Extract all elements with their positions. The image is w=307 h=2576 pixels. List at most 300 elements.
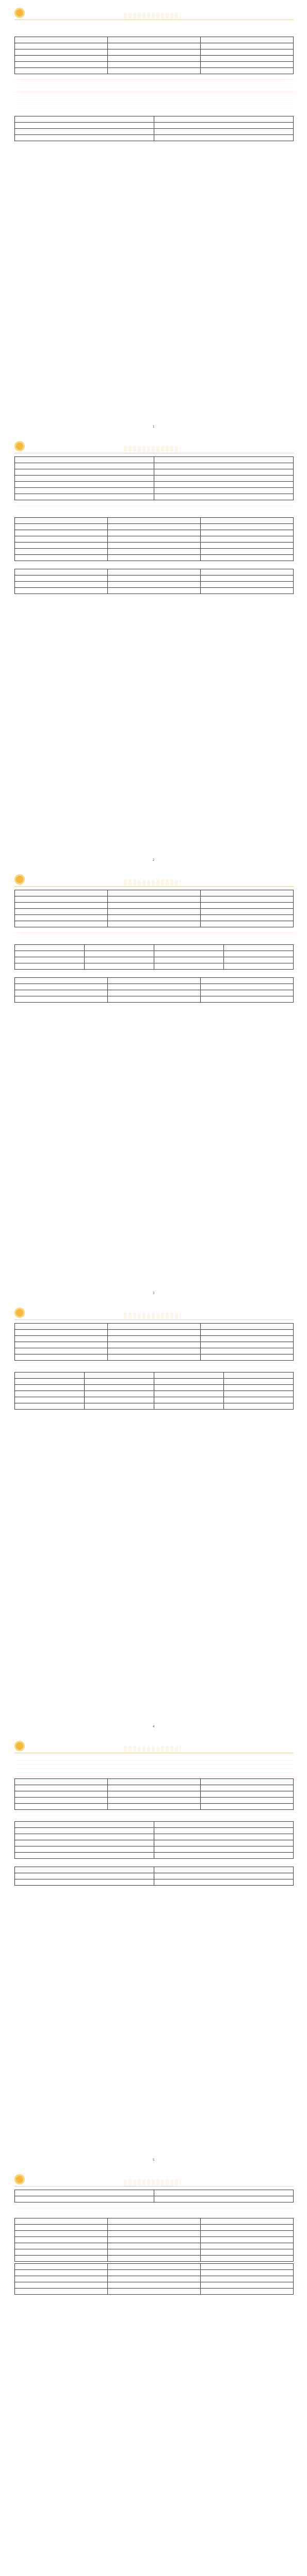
table-header-row: [15, 945, 294, 951]
table-cell: [201, 990, 294, 996]
table-cell: [85, 951, 154, 957]
table-row: [15, 1791, 294, 1798]
table-cell: [15, 2243, 108, 2249]
table-cell: [108, 1791, 201, 1798]
table-cell: [201, 524, 294, 530]
table-header-cell: [201, 518, 294, 524]
table-row: [15, 1853, 294, 1859]
text-line: [14, 1756, 294, 1760]
table-cell: [15, 957, 85, 963]
table-header-row: [15, 2264, 294, 2270]
table-header-cell: [108, 1324, 201, 1330]
table-cell: [154, 1879, 294, 1886]
table-row: [15, 2225, 294, 2231]
table-cell: [154, 123, 294, 129]
section-heading: [14, 938, 294, 943]
table-cell: [15, 2237, 108, 2243]
text-line: [14, 929, 294, 933]
table-cell: [224, 1397, 294, 1403]
table-cell: [15, 62, 108, 68]
table-cell: [15, 2196, 154, 2202]
table-cell: [108, 2256, 201, 2262]
table-cell: [108, 543, 201, 549]
text-line: [14, 92, 294, 96]
table-cell: [201, 62, 294, 68]
table-cell: [201, 984, 294, 990]
table-cell: [154, 1379, 224, 1385]
table-row: [15, 463, 294, 469]
table-cell: [15, 2289, 108, 2295]
table-cell: [15, 2231, 108, 2237]
table-row: [15, 68, 294, 74]
table-cell: [108, 1354, 201, 1361]
table-header-row: [15, 116, 294, 123]
table-cell: [15, 2225, 108, 2231]
table-cell: [201, 555, 294, 561]
table-cell: [201, 588, 294, 594]
table-header-cell: [154, 2190, 294, 2196]
table-cell: [201, 43, 294, 49]
table-cell: [201, 2225, 294, 2231]
table-cell: [15, 1798, 108, 1804]
table-cell: [15, 1330, 108, 1336]
table-header-cell: [15, 890, 108, 896]
table-cell: [108, 896, 201, 903]
data-table: [14, 1372, 294, 1410]
table-row: [15, 49, 294, 56]
table-cell: [15, 1403, 85, 1410]
page: [0, 867, 307, 1300]
data-table: [14, 517, 294, 561]
table-header-cell: [201, 1324, 294, 1330]
table-row: [15, 2270, 294, 2276]
table-cell: [15, 588, 108, 594]
table-cell: [108, 549, 201, 555]
table-cell: [154, 1846, 294, 1853]
page: [0, 0, 307, 433]
watermark-logo: [124, 1746, 181, 1752]
table-cell: [15, 56, 108, 62]
table-cell: [15, 1840, 154, 1846]
table-header-row: [15, 978, 294, 984]
table-row: [15, 1846, 294, 1853]
table-row: [15, 56, 294, 62]
table-row: [15, 1804, 294, 1810]
table-cell: [224, 1403, 294, 1410]
table-cell: [201, 536, 294, 543]
table-header-cell: [15, 1324, 108, 1330]
table-row: [15, 996, 294, 1003]
table-cell: [85, 1385, 154, 1391]
table-cell: [108, 2225, 201, 2231]
table-header-row: [15, 37, 294, 43]
data-table: [14, 2190, 294, 2202]
data-table: [14, 569, 294, 594]
table-cell: [108, 49, 201, 56]
table-row: [15, 1834, 294, 1840]
table-cell: [15, 951, 85, 957]
page-number: 4: [152, 1725, 155, 1728]
table-row: [15, 2196, 294, 2202]
table-cell: [108, 2276, 201, 2282]
table-cell: [201, 2270, 294, 2276]
text-line: [14, 933, 294, 937]
table-row: [15, 543, 294, 549]
table-header-cell: [15, 2190, 154, 2196]
table-header-cell: [15, 978, 108, 984]
text-line: [14, 502, 294, 506]
table-header-cell: [201, 2218, 294, 2225]
table-header-cell: [154, 457, 294, 463]
page: [0, 433, 307, 867]
table-row: [15, 2276, 294, 2282]
section-heading: [14, 563, 294, 567]
table-cell: [201, 2276, 294, 2282]
table-cell: [154, 1391, 224, 1397]
table-cell: [15, 1342, 108, 1348]
table-row: [15, 494, 294, 500]
table-cell: [201, 903, 294, 909]
table-row: [15, 588, 294, 594]
text-line: [14, 1811, 294, 1816]
text-line: [14, 96, 294, 100]
data-table: [14, 1323, 294, 1361]
data-table: [14, 977, 294, 1003]
watermark-logo: [124, 13, 181, 19]
text-line: [14, 76, 294, 80]
table-header-cell: [85, 945, 154, 951]
table-row: [15, 1798, 294, 1804]
table-cell: [15, 549, 108, 555]
table-cell: [108, 1342, 201, 1348]
table-header-cell: [108, 2218, 201, 2225]
data-table: [14, 2218, 294, 2262]
table-cell: [15, 1873, 154, 1879]
table-cell: [201, 68, 294, 74]
section-heading: [14, 1860, 294, 1865]
section-heading: [14, 30, 294, 35]
data-table: [14, 1867, 294, 1886]
table-cell: [108, 2270, 201, 2276]
text-line: [14, 2204, 294, 2208]
table-cell: [201, 2249, 294, 2256]
data-table: [14, 944, 294, 970]
table-cell: [15, 530, 108, 536]
table-cell: [15, 996, 108, 1003]
table-cell: [224, 1391, 294, 1397]
section-heading: [14, 971, 294, 976]
page-number: 1: [152, 425, 155, 429]
text-line: [14, 1816, 294, 1820]
table-row: [15, 1391, 294, 1397]
table-cell: [201, 543, 294, 549]
table-row: [15, 984, 294, 990]
table-row: [15, 1397, 294, 1403]
table-cell: [154, 463, 294, 469]
table-cell: [108, 1336, 201, 1342]
table-cell: [15, 582, 108, 588]
table-cell: [154, 1840, 294, 1846]
table-cell: [154, 488, 294, 494]
table-cell: [15, 990, 108, 996]
table-header-cell: [108, 37, 201, 43]
table-header-cell: [15, 1372, 85, 1379]
table-cell: [15, 1804, 108, 1810]
table-cell: [224, 951, 294, 957]
table-cell: [201, 1785, 294, 1791]
table-row: [15, 530, 294, 536]
table-cell: [108, 990, 201, 996]
table-cell: [15, 524, 108, 530]
table-header-cell: [15, 945, 85, 951]
table-header-cell: [201, 569, 294, 575]
table-cell: [108, 575, 201, 582]
table-row: [15, 1348, 294, 1354]
table-cell: [15, 2282, 108, 2289]
table-row: [15, 549, 294, 555]
table-header-row: [15, 569, 294, 575]
table-row: [15, 1403, 294, 1410]
table-cell: [15, 1853, 154, 1859]
logo-icon: [14, 874, 25, 885]
table-cell: [108, 582, 201, 588]
table-cell: [15, 2249, 108, 2256]
table-cell: [15, 915, 108, 921]
table-row: [15, 1336, 294, 1342]
table-cell: [85, 963, 154, 970]
table-cell: [15, 469, 154, 476]
table-header-cell: [15, 569, 108, 575]
table-cell: [15, 49, 108, 56]
table-header-cell: [108, 890, 201, 896]
table-header-cell: [15, 116, 154, 123]
text-line: [14, 506, 294, 510]
table-header-cell: [15, 1779, 108, 1785]
table-row: [15, 1785, 294, 1791]
table-header-cell: [85, 1372, 154, 1379]
table-cell: [108, 1798, 201, 1804]
table-cell: [15, 555, 108, 561]
table-cell: [15, 1348, 108, 1354]
table-header-row: [15, 1822, 294, 1828]
table-cell: [108, 2243, 201, 2249]
table-cell: [108, 62, 201, 68]
table-cell: [15, 1391, 85, 1397]
text-line: [14, 1773, 294, 1777]
page: [0, 1300, 307, 1733]
table-row: [15, 536, 294, 543]
table-cell: [15, 543, 108, 549]
table-cell: [224, 957, 294, 963]
table-row: [15, 2249, 294, 2256]
table-cell: [85, 1391, 154, 1397]
table-cell: [201, 1791, 294, 1798]
table-cell: [15, 482, 154, 488]
table-row: [15, 2243, 294, 2249]
table-cell: [154, 494, 294, 500]
text-line: [14, 1769, 294, 1773]
table-header-cell: [201, 1779, 294, 1785]
table-row: [15, 896, 294, 903]
table-cell: [108, 1804, 201, 1810]
logo-icon: [14, 1308, 25, 1318]
table-cell: [201, 2237, 294, 2243]
table-cell: [201, 921, 294, 927]
table-cell: [154, 476, 294, 482]
table-cell: [108, 536, 201, 543]
page: [0, 1733, 307, 2166]
table-header-cell: [15, 1867, 154, 1873]
table-header-cell: [154, 945, 224, 951]
table-cell: [15, 1785, 108, 1791]
table-header-row: [15, 1372, 294, 1379]
table-cell: [15, 1791, 108, 1798]
table-row: [15, 903, 294, 909]
table-row: [15, 1828, 294, 1834]
table-cell: [201, 549, 294, 555]
table-cell: [15, 463, 154, 469]
table-cell: [15, 2276, 108, 2282]
table-header-cell: [201, 37, 294, 43]
table-row: [15, 1873, 294, 1879]
text-line: [14, 2212, 294, 2216]
table-cell: [201, 56, 294, 62]
text-line: [14, 1765, 294, 1769]
table-row: [15, 2282, 294, 2289]
table-header-cell: [201, 2264, 294, 2270]
table-cell: [154, 482, 294, 488]
table-cell: [15, 1828, 154, 1834]
table-cell: [15, 1336, 108, 1342]
table-cell: [15, 1397, 85, 1403]
table-header-row: [15, 890, 294, 896]
table-header-cell: [108, 1779, 201, 1785]
table-header-row: [15, 1779, 294, 1785]
table-cell: [108, 524, 201, 530]
table-row: [15, 2237, 294, 2243]
table-row: [15, 915, 294, 921]
section-heading: [14, 511, 294, 516]
data-table: [14, 890, 294, 927]
table-cell: [201, 996, 294, 1003]
text-line: [14, 1366, 294, 1370]
table-cell: [108, 68, 201, 74]
table-row: [15, 2289, 294, 2295]
table-row: [15, 488, 294, 494]
table-cell: [15, 1385, 85, 1391]
table-cell: [108, 2231, 201, 2237]
table-header-cell: [154, 116, 294, 123]
table-cell: [15, 903, 108, 909]
table-header-row: [15, 2218, 294, 2225]
table-cell: [108, 903, 201, 909]
table-cell: [108, 2289, 201, 2295]
table-cell: [108, 996, 201, 1003]
table-cell: [108, 984, 201, 990]
table-header-cell: [154, 1822, 294, 1828]
text-line: [14, 105, 294, 109]
table-cell: [201, 1798, 294, 1804]
table-cell: [108, 56, 201, 62]
table-header-cell: [224, 945, 294, 951]
data-table: [14, 37, 294, 74]
table-cell: [201, 2243, 294, 2249]
table-header-cell: [154, 1867, 294, 1873]
table-cell: [15, 2270, 108, 2276]
watermark-logo: [124, 2179, 181, 2185]
table-cell: [108, 915, 201, 921]
table-header-row: [15, 457, 294, 463]
table-row: [15, 1385, 294, 1391]
table-cell: [201, 1354, 294, 1361]
table-row: [15, 476, 294, 482]
table-header-cell: [15, 37, 108, 43]
table-row: [15, 555, 294, 561]
document-title: [14, 23, 294, 29]
table-cell: [154, 1828, 294, 1834]
table-row: [15, 1330, 294, 1336]
table-cell: [154, 2196, 294, 2202]
table-cell: [85, 1397, 154, 1403]
table-cell: [201, 1342, 294, 1348]
table-cell: [154, 129, 294, 135]
table-header-row: [15, 1867, 294, 1873]
table-cell: [201, 530, 294, 536]
table-cell: [201, 1348, 294, 1354]
table-row: [15, 135, 294, 141]
section-heading: [14, 110, 294, 114]
table-row: [15, 990, 294, 996]
table-cell: [154, 1385, 224, 1391]
table-cell: [15, 2256, 108, 2262]
table-header-row: [15, 518, 294, 524]
table-cell: [85, 957, 154, 963]
page: [0, 2166, 307, 2576]
table-header-cell: [154, 1372, 224, 1379]
table-cell: [154, 135, 294, 141]
table-header-cell: [108, 518, 201, 524]
data-table: [14, 456, 294, 500]
table-cell: [108, 1330, 201, 1336]
table-row: [15, 957, 294, 963]
text-line: [14, 84, 294, 88]
table-cell: [201, 2282, 294, 2289]
table-cell: [154, 469, 294, 476]
table-row: [15, 909, 294, 915]
logo-icon: [14, 1741, 25, 1751]
page-number: 3: [152, 1292, 155, 1295]
table-cell: [154, 1873, 294, 1879]
table-cell: [15, 963, 85, 970]
table-cell: [15, 43, 108, 49]
table-cell: [154, 1834, 294, 1840]
watermark-logo: [124, 879, 181, 886]
table-row: [15, 921, 294, 927]
table-cell: [85, 1403, 154, 1410]
table-cell: [108, 1785, 201, 1791]
table-cell: [154, 957, 224, 963]
table-cell: [15, 123, 154, 129]
table-cell: [15, 135, 154, 141]
table-cell: [201, 2256, 294, 2262]
table-row: [15, 951, 294, 957]
text-line: [14, 80, 294, 84]
logo-icon: [14, 441, 25, 451]
table-cell: [108, 2249, 201, 2256]
table-row: [15, 1879, 294, 1886]
data-table: [14, 1821, 294, 1859]
table-row: [15, 524, 294, 530]
